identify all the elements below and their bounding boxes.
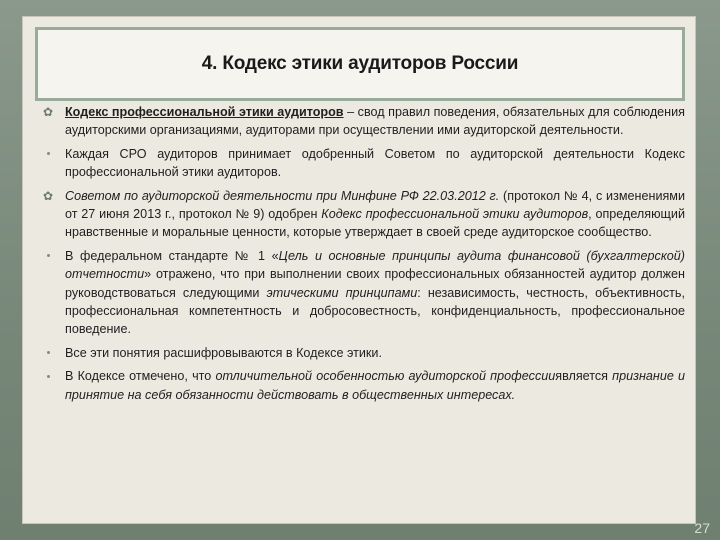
text-segment: Цель и основные принципы аудита финансовой (бухгалтерской) отчетности [65,248,685,282]
title-box [35,27,685,101]
list-item [35,247,685,339]
list-item [35,145,685,182]
page-number: 27 [694,520,710,536]
text-segment: признание и принятие на себя обязанности действовать в общественных интересах. [65,369,686,402]
list-item [35,103,685,140]
dot-bullet-icon [41,145,55,163]
flower-bullet-icon: ✿ [42,105,54,119]
text-segment: В федеральном стандарте № 1 « [65,248,279,263]
slide-title: 4. Кодекс этики аудиторов России [201,53,519,74]
text-segment: : независимость, честность, объективность, профессиональная компетентность и добросовестность, конфиденциальность, профессиональное поведение. [65,285,685,337]
list-item [35,187,685,242]
list-item [35,344,685,362]
dot-bullet-icon [41,247,55,265]
text-segment: – свод правил поведения, обязательных для соблюдения аудиторскими организациями, аудиторами при осуществлении ими аудиторской деятельности. [65,105,685,138]
slide-panel [22,16,696,524]
dot-bullet-icon [41,344,55,362]
text-segment: , определяющий нравственные и моральные ценности, которые утверждает в своей среде аудиторское сообщество. [65,207,685,240]
text-segment: отличительной особенностью аудиторской профессии [215,369,556,384]
list-item [35,367,685,404]
text-segment: Советом по аудиторской деятельности при Минфине РФ 22.03.2012 г. [65,188,500,203]
text-segment: этическими принципами [266,285,418,300]
text-segment: Каждая СРО аудиторов принимает одобренный Советом по аудиторской деятельности Кодекс профессиональной этики аудиторов. [65,146,685,180]
text-segment: В Кодексе отмечено, что [65,369,216,384]
flower-bullet-icon: ✿ [42,188,54,203]
text-segment: Кодекс профессиональной этики аудиторов [321,207,589,222]
text-segment: (протокол № 4, с изменениями от 27 июня 2013 г., протокол № 9) одобрен [65,188,685,222]
text-segment: Кодекс профессиональной этики аудиторов [65,105,344,119]
text-segment: Все эти понятия расшифровываются в Кодексе этики. [65,345,382,360]
text-segment: является [555,369,613,384]
text-segment: » отражено, что при выполнении своих профессиональных обязанностей аудитор должен руководствоваться следующими [65,267,685,300]
bullet-list [35,103,685,409]
dot-bullet-icon [41,367,55,385]
